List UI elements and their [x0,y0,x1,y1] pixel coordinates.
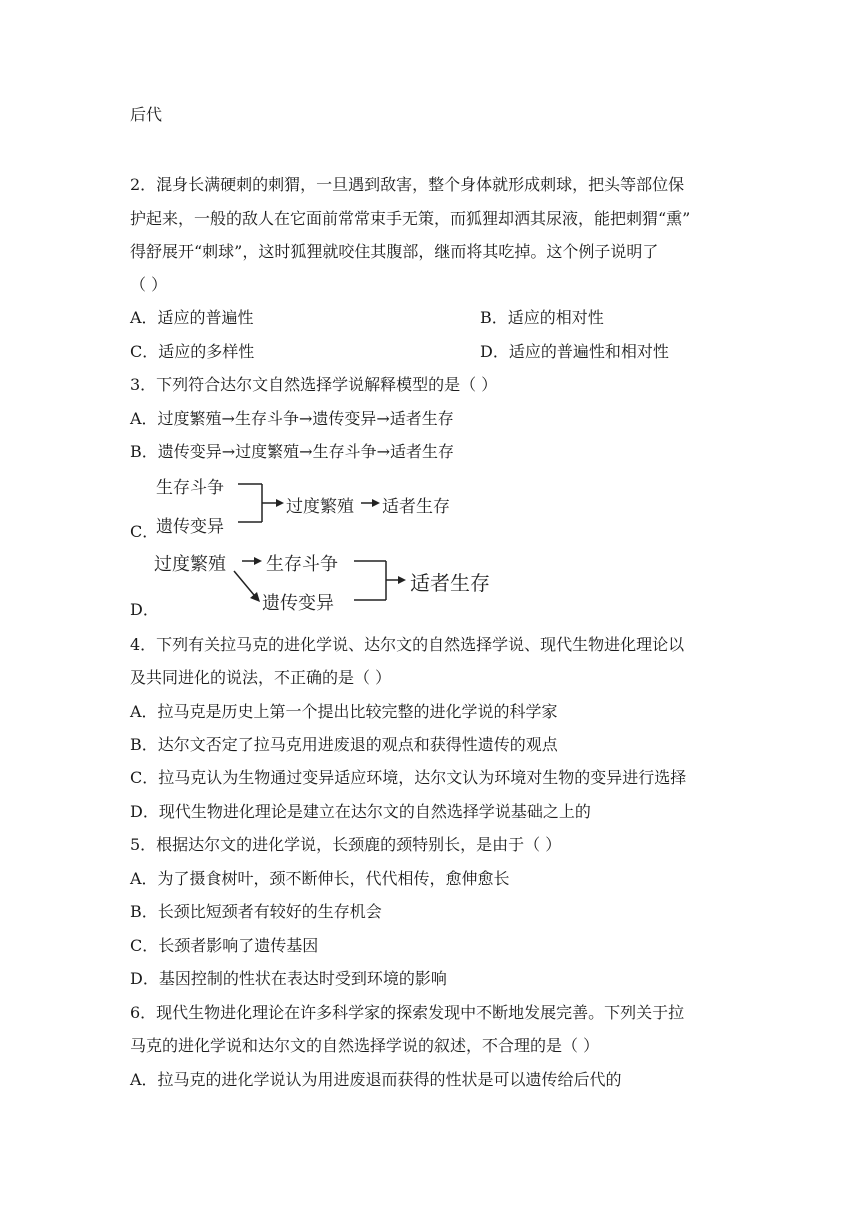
option-d[interactable]: D．基因控制的性状在表达时受到环境的影响 [130,969,447,988]
diagram-c-top-label: 生存斗争 [156,478,224,498]
option-b[interactable]: B．遗传变异→过度繁殖→生存斗争→适者生存 [130,442,454,461]
option-a[interactable]: A．过度繁殖→生存斗争→遗传变异→适者生存 [130,409,454,428]
question-3-stem: 3．下列符合达尔文自然选择学说解释模型的是（ ） [130,375,498,394]
diagram-c [150,470,480,540]
option-d[interactable]: D．现代生物进化理论是建立在达尔文的自然选择学说基础之上的 [130,802,591,821]
question-2-line: 得舒展开“刺球”，这时狐狸就咬住其腹部，继而将其吃掉。这个例子说明了 [130,242,659,261]
diagram-d [150,545,520,615]
option-b[interactable]: B．长颈比短颈者有较好的生存机会 [130,902,382,921]
diagram-c-bottom-label: 遗传变异 [156,517,224,537]
diagram-d-bottom-label: 遗传变异 [262,593,334,614]
option-b[interactable]: B．适应的相对性 [480,308,604,327]
question-5-stem: 5．根据达尔文的进化学说，长颈鹿的颈特别长，是由于（ ） [130,835,562,854]
option-b[interactable]: B．达尔文否定了拉马克用进废退的观点和获得性遗传的观点 [130,735,558,754]
option-a[interactable]: A．适应的普遍性 [130,308,254,327]
diagram-c-middle-label: 过度繁殖 [286,497,354,517]
question-6-line: 6．现代生物进化理论在许多科学家的探索发现中不断地发展完善。下列关于拉 [130,1003,685,1022]
option-c[interactable]: C． [130,522,159,541]
question-2-line: 2．混身长满硬刺的刺猬，一旦遇到敌害，整个身体就形成刺球，把头等部位保 [130,175,685,194]
option-a[interactable]: A．拉马克的进化学说认为用进废退而获得的性状是可以遗传给后代的 [130,1070,622,1089]
diagram-c-end-label: 适者生存 [382,497,450,517]
question-6-line: 马克的进化学说和达尔文的自然选择学说的叙述，不合理的是（ ） [130,1036,600,1055]
option-d[interactable]: D．适应的普遍性和相对性 [480,342,669,361]
question-2-line: （ ） [130,275,168,294]
question-2-options-row-2 [130,342,669,362]
option-a[interactable]: A．为了摄食树叶，颈不断伸长，代代相传，愈伸愈长 [130,869,510,888]
question-4-line: 4．下列有关拉马克的进化学说、达尔文的自然选择学说、现代生物进化理论以 [130,635,685,654]
diagram-d-start-label: 过度繁殖 [154,554,226,575]
option-d[interactable]: D． [130,600,159,619]
diagram-d-end-label: 适者生存 [410,571,490,595]
question-4-line: 及共同进化的说法，不正确的是（ ） [130,668,392,687]
question-2-line: 护起来，一般的敌人在它面前常常束手无策，而狐狸却洒其尿液，能把刺猬“熏” [130,209,691,228]
option-a[interactable]: A．拉马克是历史上第一个提出比较完整的进化学说的科学家 [130,702,558,721]
option-c[interactable]: C．适应的多样性 [130,342,255,361]
option-c[interactable]: C．拉马克认为生物通过变异适应环境，达尔文认为环境对生物的变异进行选择 [130,768,687,787]
top-fragment: 后代 [130,105,163,124]
diagram-d-top-label: 生存斗争 [266,554,338,575]
question-2-options-row-1 [130,308,604,328]
option-c[interactable]: C．长颈者影响了遗传基因 [130,936,319,955]
